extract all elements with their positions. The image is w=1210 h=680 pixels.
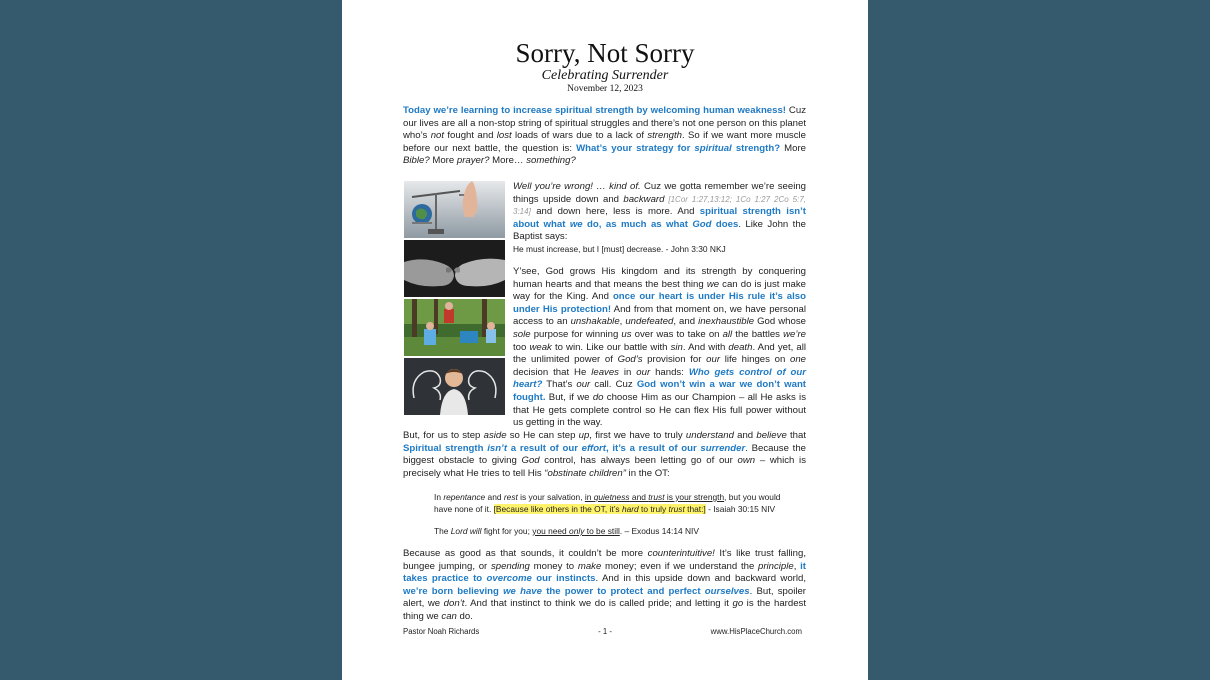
but-text: control, has always been letting go of our [539, 455, 738, 467]
em-word: our [576, 379, 591, 391]
ysee-text: too [513, 341, 530, 353]
intro-paragraph [403, 105, 806, 168]
emphasis-blue: God won’t win a war we don’t want fought. [513, 379, 806, 403]
em-word: principle [758, 560, 794, 572]
em-word: own [737, 455, 756, 467]
quote-text: The [434, 526, 451, 536]
intro-text: More [429, 155, 457, 167]
ysee-text: Y’see, God grows His kingdom and its strength by conquering human hearts and that means the best thing [513, 266, 806, 290]
em-strength: strength [647, 130, 682, 142]
question-text: strength? [731, 142, 781, 154]
em-word: sin [670, 341, 683, 353]
em-bible: Bible? [403, 155, 430, 167]
em-word: “obstinate children” [544, 467, 626, 479]
em-word: inexhaustible [698, 316, 755, 328]
because-text: . And in this upside down and backward world, [595, 573, 806, 585]
quote-text: - Isaiah 30:15 NIV [705, 504, 776, 515]
exodus-quote [434, 525, 786, 537]
intro-text: Cuz our lives are all a non-stop string of spiritual struggles and there’s not one person on this planet who’s [403, 105, 806, 142]
intro-text: fought and [444, 130, 497, 142]
emphasis-blue: we’re born believing [403, 585, 504, 597]
ysee-paragraph [513, 266, 806, 430]
wrong-paragraph [513, 181, 806, 244]
ysee-text: decision that He [513, 366, 592, 378]
em-word: rest [503, 492, 518, 502]
ysee-text: provision for [642, 354, 707, 366]
underlined-phrase [585, 492, 724, 502]
em-word: leaves [591, 366, 619, 378]
but-text: , first we have to truly [589, 430, 686, 441]
emphasis-blue: it takes practice to [403, 560, 806, 585]
emphasis-we: we [569, 218, 583, 230]
ysee-text: choose Him as our Champion – all He asks is that He gets complete control so He can flex His full power without us getting in the way. [513, 391, 806, 429]
em-word: we’re [783, 328, 806, 340]
emphasis-question: Who gets control of our heart? [513, 366, 807, 391]
em-word: understand [685, 430, 734, 441]
quote-text: , but you would have none of it. [434, 492, 781, 515]
em-word: repentance [443, 492, 486, 502]
quote-text: In [434, 492, 444, 502]
wrong-text: . Like John the Baptist says: [513, 218, 806, 243]
document-page [342, 0, 868, 680]
em-word: weak [529, 341, 552, 353]
em-word: unshakable [570, 316, 620, 328]
ysee-text: purpose for winning [530, 328, 622, 340]
emphasis-blue: once our heart is under His rule it’s also under His protection! [513, 291, 807, 315]
em-lost: lost [496, 130, 512, 142]
em-word: do [592, 391, 604, 403]
because-text: money; even if we understand the [601, 560, 758, 572]
but-text: that [786, 430, 806, 441]
because-text: Because as good as that sounds, it couldn’t be more [403, 548, 648, 559]
ysee-text: in [618, 366, 637, 378]
em-word: spending [490, 560, 530, 572]
question-text: What’s your strategy for [576, 142, 695, 154]
emphasis-blue: a result of our [507, 442, 582, 454]
ysee-text: And from that moment on, we have personal access to an [513, 303, 806, 328]
but-text: so He can step [506, 430, 579, 441]
quote-text: to truly [638, 504, 669, 515]
question-spiritual: spiritual [694, 142, 732, 154]
em-word: only [569, 526, 585, 536]
em-word: make [577, 560, 602, 572]
because-text: is the hardest thing we [403, 598, 806, 622]
em-lead: Well you’re wrong! … kind of. [513, 181, 641, 192]
underlined-phrase [532, 526, 620, 536]
because-text: . And that instinct to think we do is called pride; and letting it [464, 598, 733, 610]
ysee-text: to win. Like our battle with [551, 341, 671, 353]
em-word: will [469, 526, 482, 536]
em-prayer: prayer? [456, 155, 490, 167]
ysee-text: God whose [754, 316, 806, 328]
quote-text: . – Exodus 14:14 NIV [619, 526, 699, 536]
but-text: But, for us to step [403, 430, 484, 441]
but-text: . Because the biggest obstacle to giving [403, 442, 806, 467]
sermon-title: Sorry, Not Sorry [515, 38, 695, 68]
ysee-text: , [619, 316, 626, 328]
quote-text: that:] [684, 504, 706, 515]
emphasis-blue: Spiritual strength [403, 442, 488, 454]
intro-lead: Today we’re learning to increase spiritual strength by welcoming human weakness! [403, 105, 787, 116]
sermon-date: November 12, 2023 [567, 84, 643, 94]
fist-bump-image [404, 240, 505, 297]
scale-finger-image [404, 181, 505, 238]
ysee-text: call. Cuz [590, 379, 637, 391]
em-word: trust [648, 492, 665, 502]
footer-page-number: - 1 - [598, 627, 612, 636]
emphasis-blue: our instincts [531, 573, 596, 585]
ysee-text: life hinges on [720, 354, 790, 366]
em-word: God’s [617, 354, 643, 366]
em-not: not [430, 130, 445, 142]
boy-chalk-muscles-image [404, 358, 505, 415]
because-text: It’s like trust falling, bungee jumping, or [403, 548, 806, 572]
quote-text: fight for you; [481, 526, 533, 536]
because-text: . But, spoiler alert, we [403, 585, 807, 610]
em-word: believe [756, 430, 787, 441]
em-word: undefeated [625, 316, 674, 328]
intro-text: . So if we want more muscle before our next battle, the question is: [403, 130, 806, 154]
quote-text: is your strength [664, 492, 725, 502]
intro-text: More [780, 142, 806, 154]
intro-text: loads of wars due to a lack of [511, 130, 648, 142]
emphasis-blue: does [711, 218, 739, 230]
quote-text: in [584, 492, 594, 502]
emphasis-blue-italic: we have [503, 585, 542, 597]
highlighted-note [494, 504, 706, 514]
ysee-text: the battles [732, 328, 784, 340]
ysee-text: can do is just make way for the King. And [513, 278, 806, 303]
ysee-text: That’s [542, 379, 577, 391]
em-word: counterintuitive! [647, 548, 715, 559]
em-word: sole [513, 328, 531, 340]
but-paragraph [403, 430, 806, 480]
em-we: we [706, 278, 720, 290]
quote-text: and [485, 492, 504, 502]
because-text: , [793, 560, 801, 572]
em-word: quietness [593, 492, 630, 502]
ysee-text: But, if we [545, 391, 593, 403]
em-word: one [789, 354, 806, 366]
em-word: God [521, 455, 540, 467]
isaiah-quote [434, 491, 786, 516]
em-word: up [578, 430, 590, 441]
em-word: hard [621, 504, 639, 515]
em-word: Lord [450, 526, 468, 536]
emphasis-blue-italic: overcome [486, 573, 532, 585]
em-backward: backward [623, 193, 665, 205]
footer-author: Pastor Noah Richards [403, 627, 480, 636]
because-text: money to [529, 560, 578, 572]
emphasis-blue-italic: ourselves [704, 585, 750, 597]
because-text: do. [456, 610, 473, 622]
quote-text: [Because like others in the OT, it’s [493, 504, 622, 515]
em-word: us [621, 328, 632, 340]
em-word: go [732, 598, 744, 610]
emphasis-god: God [692, 218, 712, 230]
but-text: – which is precisely what He tries to tell His [403, 455, 806, 479]
intro-text: More… [489, 155, 527, 167]
em-word: trust [668, 504, 685, 515]
emphasis-blue-italic: effort [581, 442, 606, 454]
people-outdoors-image [404, 299, 505, 356]
em-word: our [636, 366, 651, 378]
ysee-text: hands: [650, 366, 689, 378]
footer-website-link[interactable]: www.HisPlaceChurch.com [710, 627, 802, 636]
ysee-text: , and [673, 316, 699, 328]
emphasis-blue: do, as much as what [582, 218, 693, 230]
quote-text: and [629, 492, 649, 502]
john-quote: He must increase, but I [must] decrease. - John 3:30 NKJ [513, 244, 726, 254]
em-something: something? [526, 155, 576, 167]
sermon-subtitle: Celebrating Surrender [541, 68, 669, 83]
ysee-text: . And yet, all the unlimited power of [513, 341, 806, 366]
ysee-text: over was to take on [631, 328, 723, 340]
em-word: all [722, 328, 733, 340]
because-paragraph [403, 548, 806, 624]
but-text: and [733, 430, 757, 441]
quote-text: to be still [584, 526, 620, 536]
em-word: aside [483, 430, 507, 441]
wrong-text: and down here, less is more. And [530, 206, 700, 218]
ysee-text: . And with [682, 341, 729, 353]
emphasis-blue-italic: isn’t [487, 442, 508, 454]
emphasis-blue: , it’s a result of our [605, 442, 701, 454]
em-word: our [706, 354, 721, 366]
emphasis-blue-italic: surrender [700, 442, 746, 454]
em-word: death [728, 341, 753, 353]
em-word: can [441, 610, 457, 622]
emphasis-blue: the power to protect and perfect [541, 585, 705, 597]
but-text: in the OT: [625, 467, 670, 479]
quote-text: is your salvation, [517, 492, 585, 502]
scripture-ref: [1Cor 1:27,13:12; 1Co 1:27 2Co 5:7, 3:14] [513, 194, 806, 217]
quote-text: you need [532, 526, 570, 536]
em-word: don’t [443, 598, 465, 610]
emphasis-blue: spiritual strength isn’t about what [513, 206, 806, 230]
wrong-text: Cuz we gotta remember we’re seeing things upside down and [513, 181, 806, 205]
